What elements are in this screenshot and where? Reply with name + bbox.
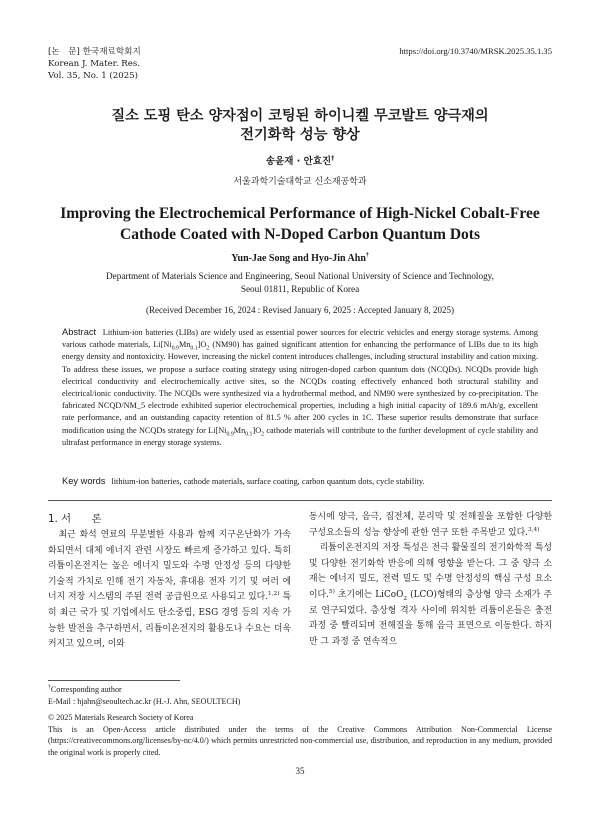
- abstract-text: cathode materials will contribute to the further development of cycle stability and ultrafast performance in energy storage systems.: [62, 425, 538, 447]
- license-text: This is an Open-Access article distributed under the terms of the Creative Commons Attribution Non-Commercial License (https://creativecommons.org/licenses/by-nc/4.0/) which permits unrestricted non-commercial use, distribution, and reproduction in any medium, provided the original work is properly cited.: [48, 724, 552, 757]
- keywords-label: Key words: [62, 476, 106, 486]
- body-paragraph: [309, 510, 552, 541]
- body-text: (LCO)형태의 층상형 양극 소재가 주로 연구되었다. 층상형 격자 사이에 위치한 리튬이온들은 충전 과정 중 빨리되며 전해질을 통해 음극 표면으로 이동한다. 하지만 그 과정 중 연속적으: [309, 589, 552, 647]
- footnote-divider: [48, 680, 180, 681]
- footnote-corresponding: Corresponding author: [50, 685, 122, 694]
- footnote-email: E-Mail : hjahn@seoultech.ac.kr (H.-J. Ahn, SEOULTECH): [48, 696, 241, 706]
- abstract-text: Mn: [178, 340, 191, 350]
- keywords: [62, 476, 538, 486]
- affiliation-english-line2: Seoul 01811, Republic of Korea: [240, 284, 360, 294]
- authors-english-names: Yun-Jae Song and Hyo-Jin Ahn: [231, 253, 366, 264]
- corresponding-mark-en: †: [365, 252, 369, 259]
- footnote-mark: †: [48, 684, 51, 691]
- citation-ref: 1,2): [268, 591, 280, 598]
- abstract-sub: 2: [261, 431, 265, 438]
- keywords-text: lithium-ion batteries, cathode materials, surface coating, carbon quantum dots, cycle stability.: [111, 477, 425, 486]
- abstract-sub: 0.1: [245, 431, 253, 438]
- title-korean-line2: 전기화학 성능 향상: [240, 127, 360, 143]
- abstract-text: Lithium-ion batteries (LIBs) are widely used as essential power sources for electric vehicles and energy storage systems. Among various cathode materials, Li[Ni: [62, 328, 538, 350]
- title-english: [40, 203, 560, 245]
- affiliation-english: [40, 270, 560, 296]
- received-dates: (Received December 16, 2024 : Revised January 6, 2025 : Accepted January 8, 2025): [146, 305, 454, 315]
- corresponding-mark: †: [331, 155, 335, 162]
- journal-header: [48, 46, 141, 82]
- section-divider: [48, 500, 552, 501]
- body-text: 특히 최근 국가 및 기업에서도 탄소중립, ESG 경영 등의 지속 가능한 발전을 추구하면서, 리튬이온전지의 활용도나 수요는 더욱 커지고 있으며, 이와: [48, 592, 292, 650]
- license-notice: [48, 712, 552, 758]
- journal-name-en: Korean J. Mater. Res.: [48, 59, 140, 69]
- body-text: 최근 화석 연료의 무분별한 사용과 함께 지구온난화가 가속화되면서 대체 에너지 관련 시장도 빠르게 증가하고 있다. 특히 리튬이온전지는 높은 에너지 밀도와 수명 안정성 등의 다양한 기술적 가치로 인해 전기 자동차, 휴대용 전자 기기 및 여러 에너지 저장 시스템의 주된 전력 공급원으로 사용되고 있다.: [48, 530, 291, 603]
- abstract-text: ]O: [252, 425, 262, 435]
- title-english-line2: Cathode Coated with N-Doped Carbon Quantum Dots: [120, 226, 480, 243]
- doi-link[interactable]: https://doi.org/10.3740/MRSK.2025.35.1.35: [399, 46, 552, 56]
- journal-volume: Vol. 35, No. 1 (2025): [48, 71, 138, 81]
- abstract-sub: 0.9: [226, 431, 234, 438]
- title-korean-line1: 질소 도핑 탄소 양자점이 코팅된 하이니켈 무코발트 양극재의: [111, 108, 489, 124]
- body-text: 동시에 양극, 음극, 집전체, 분리막 및 전해질을 포함한 다양한 구성요소들의 성능 향상에 관한 연구 또한 주목받고 있다.: [309, 512, 552, 538]
- journal-name-ko: [논 문] 한국재료학회지: [48, 47, 141, 57]
- abstract-sub: 0.9: [171, 345, 179, 352]
- body-paragraph: [309, 541, 552, 650]
- right-column: [309, 510, 552, 675]
- abstract: [62, 326, 538, 449]
- body-paragraph: [48, 528, 291, 653]
- copyright-line: © 2025 Materials Research Society of Korea: [48, 713, 194, 722]
- authors-korean: [0, 153, 600, 167]
- body-text: 리튬이온전지의 저장 특성은 전극 활물질의 전기화학적 특성 및 다양한 전기화학 반응에 의해 영향을 받는다. 그 중 양극 소재는 에너지 밀도, 전력 밀도 및 수명 안정성의 핵심 구성 요소이다.: [309, 543, 552, 600]
- affiliation-korean: 서울과학기술대학교 신소재공학과: [233, 177, 367, 187]
- abstract-text: (NM90) has gained significant attention for enhancing the performance of LIBs due to its high energy density and nontoxicity. However, increasing the nickel content introduces challenges, including structural instability and cation mixing. To address these issues, we propose a surface coating strategy using nitrogen-doped carbon quantum dots (NCQDs). NCQDs provide high electrical conductivity and electrochemically active sites, so the NCQDs coating effectively enhanced both structural stability and electrical/ionic conductivity. The NCQDs were synthesized via a hydrothermal method, and NM90 were synthesized by co-precipitation. The fabricated NCQD/NM_5 electrode exhibited superior electrochemical properties, including a high initial capacity of 189.6 mAh/g, excellent rate performance, and an outstanding capacity retention of 81.5 % after 200 cycles in 1C. These superior results demonstrate that surface modification using the NCQDs strategy for Li[Ni: [62, 340, 538, 435]
- abstract-sub: 2: [206, 345, 210, 352]
- abstract-text: Mn: [233, 425, 246, 435]
- left-column: [48, 510, 291, 675]
- affiliation-english-line1: Department of Materials Science and Engineering, Seoul National University of Science and Technology,: [106, 271, 494, 281]
- abstract-text: ]O: [197, 340, 207, 350]
- body-text: 초기에는 LiCoO: [334, 589, 404, 600]
- authors-english: [0, 253, 600, 264]
- footnote: [48, 684, 552, 707]
- title-korean: [40, 107, 560, 145]
- abstract-label: Abstract: [62, 327, 97, 337]
- citation-ref: 3,4): [527, 526, 540, 533]
- abstract-sub: 0.1: [190, 345, 198, 352]
- chem-sub: 2: [403, 595, 408, 602]
- section-heading-introduction: 1. 서 론: [48, 513, 102, 525]
- page-number: 35: [295, 766, 305, 776]
- title-english-line1: Improving the Electrochemical Performance of High-Nickel Cobalt-Free: [60, 205, 540, 222]
- authors-korean-names: 송윤재 · 안효진: [265, 156, 332, 167]
- citation-ref: 5): [328, 589, 335, 596]
